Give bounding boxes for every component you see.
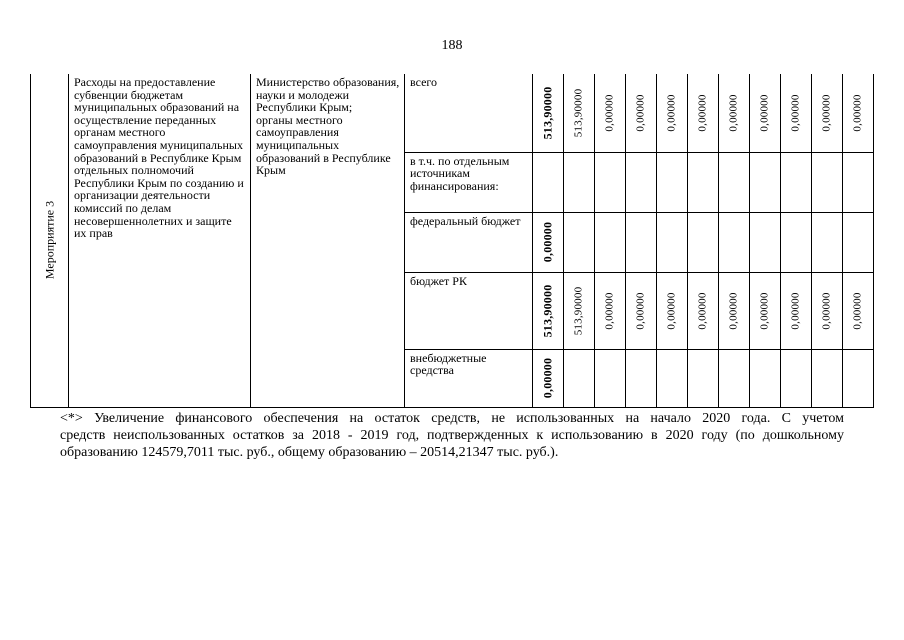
value-cell	[564, 272, 595, 349]
value: 0,00000	[789, 291, 802, 330]
value-cell	[843, 74, 874, 152]
value-cell	[781, 212, 812, 272]
funding-source: федеральный бюджет	[405, 212, 533, 272]
value: 0,00000	[758, 291, 771, 330]
value-cell	[719, 349, 750, 407]
value-cell	[843, 212, 874, 272]
value-cell	[533, 349, 564, 407]
value-cell	[688, 74, 719, 152]
value: 0,00000	[820, 291, 833, 330]
value: 0,00000	[603, 94, 616, 132]
value: 0,00000	[665, 94, 678, 132]
financing-table	[30, 74, 874, 408]
value-cell	[626, 349, 657, 407]
value: 513,90000	[540, 86, 555, 140]
value-cell	[750, 152, 781, 212]
value: 513,90000	[540, 284, 555, 337]
value-cell	[750, 212, 781, 272]
value-cell	[657, 212, 688, 272]
value-cell	[595, 349, 626, 407]
value: 0,00000	[634, 291, 647, 330]
value-cell	[719, 272, 750, 349]
footnote-text: средств неиспользованных остатков за 2018 - 2019 год, подтвержденных к использованию в 2020 году (по дошкольному образованию 124579,7011 тыс. руб., общему образованию – 20514,21347 тыс. руб.).	[60, 428, 844, 460]
value-cell	[688, 272, 719, 349]
value: 0,00000	[789, 94, 802, 132]
value-cell	[533, 74, 564, 152]
footnote	[60, 410, 844, 461]
value-cell	[657, 152, 688, 212]
value: 0,00000	[696, 291, 709, 330]
value-cell	[812, 152, 843, 212]
funding-source: внебюджетные средства	[405, 349, 533, 407]
value: 513,90000	[572, 88, 585, 138]
value-cell	[688, 212, 719, 272]
value-cell	[750, 74, 781, 152]
value-cell	[688, 152, 719, 212]
value-cell	[626, 212, 657, 272]
value-cell	[564, 152, 595, 212]
event-label: Мероприятие 3	[42, 201, 57, 280]
value-cell	[657, 74, 688, 152]
value-cell	[719, 74, 750, 152]
value: 0,00000	[540, 221, 555, 263]
value-cell	[533, 152, 564, 212]
footnote-line-1: <*> Увеличение финансового обеспечения на остаток средств, не использованных на начало 2020 года. С учетом	[60, 411, 844, 426]
value-cell	[626, 74, 657, 152]
value-cell	[812, 74, 843, 152]
value-cell	[812, 349, 843, 407]
value-cell	[812, 272, 843, 349]
description-cell: Расходы на предоставление субвенции бюджетам муниципальных образований на осуществление переданных органам местного самоуправления муниципальных образований в Республике Крым отдельных полномочий Республики Крым по созданию и организации деятельности комиссий по делам несовершеннолетних и защите их прав	[69, 74, 251, 407]
value-cell	[626, 272, 657, 349]
value: 0,00000	[540, 357, 555, 399]
value: 0,00000	[727, 94, 740, 132]
value: 0,00000	[603, 291, 616, 330]
value-cell	[781, 152, 812, 212]
value-cell	[595, 212, 626, 272]
value-cell	[533, 272, 564, 349]
value-cell	[564, 74, 595, 152]
value-cell	[843, 349, 874, 407]
value: 513,90000	[572, 286, 585, 335]
value-cell	[533, 212, 564, 272]
value-cell	[719, 152, 750, 212]
funding-source: в т.ч. по отдельным источникам финансирования:	[405, 152, 533, 212]
value: 0,00000	[696, 94, 709, 132]
value-cell	[626, 152, 657, 212]
value-cell	[843, 272, 874, 349]
value: 0,00000	[820, 94, 833, 132]
value-cell	[781, 74, 812, 152]
value: 0,00000	[758, 94, 771, 132]
value-cell	[750, 272, 781, 349]
page-number: 188	[441, 38, 463, 53]
value-cell	[688, 349, 719, 407]
value-cell	[595, 74, 626, 152]
table-row	[31, 74, 874, 152]
value-cell	[564, 349, 595, 407]
funding-source: всего	[405, 74, 533, 152]
value: 0,00000	[851, 291, 864, 330]
value-cell	[595, 152, 626, 212]
value-cell	[750, 349, 781, 407]
executor-cell: Министерство образования, науки и молодежи Республики Крым; органы местного самоуправления муниципальных образований в Республике Крым	[251, 74, 405, 407]
value-cell	[595, 272, 626, 349]
value-cell	[843, 152, 874, 212]
value-cell	[719, 212, 750, 272]
value: 0,00000	[665, 291, 678, 330]
value: 0,00000	[727, 291, 740, 330]
value-cell	[564, 212, 595, 272]
funding-source: бюджет РК	[405, 272, 533, 349]
value-cell	[657, 349, 688, 407]
value: 0,00000	[634, 94, 647, 132]
value: 0,00000	[851, 94, 864, 132]
value-cell	[781, 349, 812, 407]
event-label-cell	[31, 74, 69, 407]
value-cell	[781, 272, 812, 349]
value-cell	[812, 212, 843, 272]
value-cell	[657, 272, 688, 349]
